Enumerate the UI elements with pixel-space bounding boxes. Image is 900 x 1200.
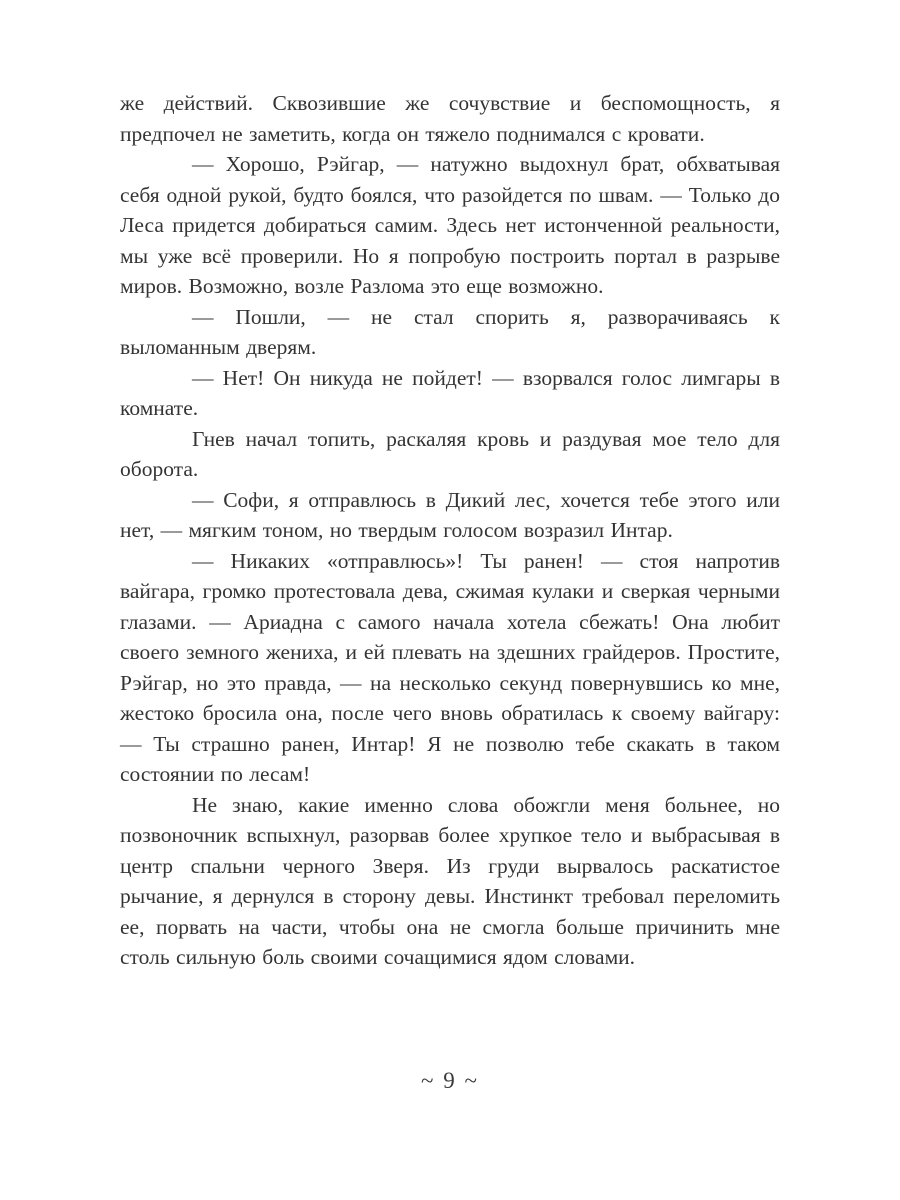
page-text xyxy=(120,88,780,973)
paragraph: — Софи, я отправлюсь в Дикий лес, хочется тебе этого или нет, — мягким тоном, но твердым голосом возразил Интар. xyxy=(120,487,780,542)
paragraph: — Нет! Он никуда не пойдет! — взорвался голос лимгары в комнате. xyxy=(120,365,780,420)
paragraph: Не знаю, какие именно слова обожгли меня больнее, но позвоночник вспыхнул, разорвав более хрупкое тело и выбрасывая в центр спальни черного Зверя. Из груди вырвалось раскатистое рычание, я дернулся в сторону девы. Инстинкт требовал переломить ее, порвать на части, чтобы она не смогла больше причинить мне столь сильную боль своими сочащимися ядом словами. xyxy=(120,792,780,969)
paragraph: же действий. Сквозившие же сочувствие и беспомощность, я предпочел не заметить, когда он тяжело поднимался с кровати. xyxy=(120,91,780,146)
page-number: ~ 9 ~ xyxy=(421,1068,479,1093)
paragraph: — Хорошо, Рэйгар, — натужно выдохнул брат, обхватывая себя одной рукой, будто боялся, что разойдется по швам. — Только до Леса придется добираться самим. Здесь нет истонченной реальности, мы уже всё проверили. Но я попробую построить портал в разрыве миров. Возможно, возле Разлома это еще возможно. xyxy=(120,152,780,298)
paragraph: — Никаких «отправлюсь»! Ты ранен! — стоя напротив вайгара, громко протестовала дева, сжимая кулаки и сверкая черными глазами. — Ариадна с самого начала хотела сбежать! Она любит своего земного жениха, и ей плевать на здешних грайдеров. Простите, Рэйгар, но это правда, — на несколько секунд повернувшись ко мне, жестоко бросила она, после чего вновь обратилась к своему вайгару: — Ты страшно ранен, Интар! Я не позволю тебе скакать в таком состоянии по лесам! xyxy=(120,548,780,786)
paragraph: — Пошли, — не стал спорить я, разворачиваясь к выломанным дверям. xyxy=(120,304,780,359)
paragraph: Гнев начал топить, раскаляя кровь и раздувая мое тело для оборота. xyxy=(120,426,780,481)
